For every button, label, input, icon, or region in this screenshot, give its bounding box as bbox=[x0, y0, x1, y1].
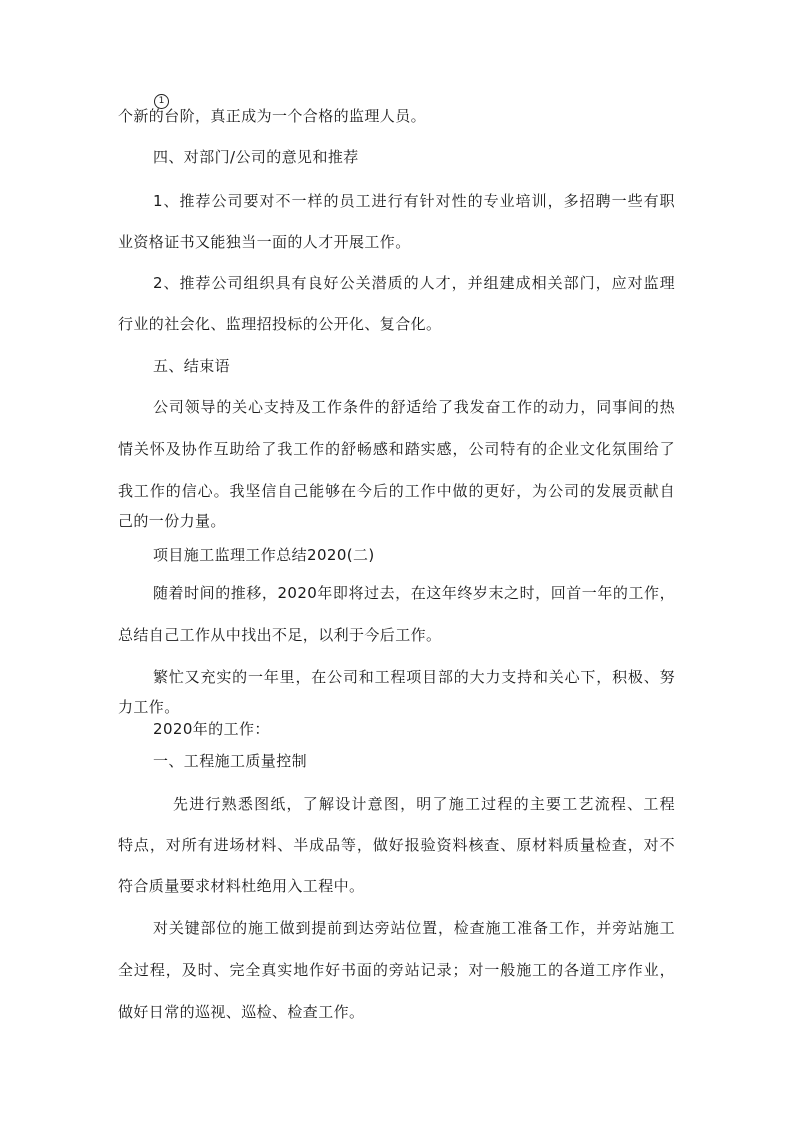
text-line-10: 我工作的信心。我坚信自己能够在今后的工作中做的更好，为公司的发展贡献自 bbox=[118, 482, 675, 500]
text-line-4: 业资格证书又能独当一面的人才开展工作。 bbox=[118, 233, 411, 251]
text-line-24: 做好日常的巡视、巡检、检查工作。 bbox=[118, 1003, 365, 1021]
text-line-15: 繁忙又充实的一年里，在公司和工程项目部的大力支持和关心下，积极、努 bbox=[153, 668, 675, 686]
text-line-20: 特点，对所有进场材料、半成品等，做好报验资料核查、原材料质量检查，对不 bbox=[118, 836, 675, 854]
text-line-19: 先进行熟悉图纸，了解设计意图，明了施工过程的主要工艺流程、工程 bbox=[173, 795, 675, 813]
text-line-3: 1、推荐公司要对不一样的员工进行有针对性的专业培训，多招聘一些有职 bbox=[153, 192, 675, 210]
text-line-14: 总结自己工作从中找出不足，以利于今后工作。 bbox=[118, 626, 442, 644]
text-line-9: 情关怀及协作互助给了我工作的舒畅感和踏实感，公司特有的企业文化氛围给了 bbox=[118, 440, 675, 458]
document-subtitle: 项目施工监理工作总结2020(二) bbox=[153, 546, 375, 564]
section-heading-4: 四、对部门/公司的意见和推荐 bbox=[153, 148, 359, 166]
section-heading-5: 五、结束语 bbox=[153, 357, 231, 375]
text-line-8: 公司领导的关心支持及工作条件的舒适给了我发奋工作的动力，同事间的热 bbox=[153, 398, 675, 416]
section-heading-1: 一、工程施工质量控制 bbox=[153, 752, 308, 770]
text-line-6: 行业的社会化、监理招投标的公开化、复合化。 bbox=[118, 315, 442, 333]
text-line-21: 符合质量要求材料杜绝用入工程中。 bbox=[118, 877, 365, 895]
text-line-16: 力工作。 bbox=[118, 698, 180, 716]
text-line-11: 己的一份力量。 bbox=[118, 512, 226, 530]
text-line-13: 随着时间的推移，2020年即将过去，在这年终岁末之时，回首一年的工作， bbox=[153, 584, 675, 602]
text-line-22: 对关键部位的施工做到提前到达旁站位置，检查施工准备工作，并旁站施工 bbox=[153, 919, 675, 937]
page-marker-circle: 1 bbox=[154, 94, 169, 109]
text-line-23: 全过程，及时、完全真实地作好书面的旁站记录；对一般施工的各道工序作业， bbox=[118, 961, 675, 979]
text-line-5: 2、推荐公司组织具有良好公关潜质的人才，并组建成相关部门，应对监理 bbox=[153, 274, 675, 292]
text-line-17: 2020年的工作： bbox=[153, 720, 270, 738]
text-line-1: 个新的台阶，真正成为一个合格的监理人员。 bbox=[118, 107, 427, 125]
